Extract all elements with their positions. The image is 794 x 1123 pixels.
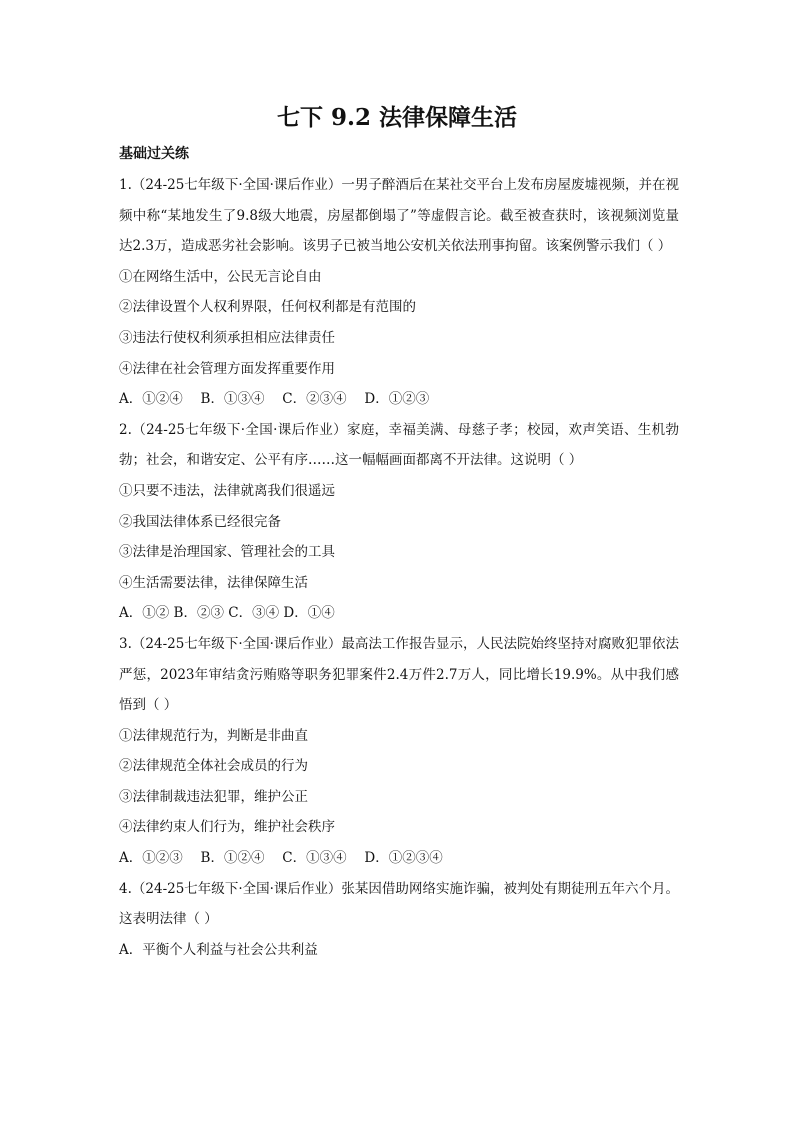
page-title: 七下 9.2 法律保障生活 [276,104,518,131]
question-stem: 1.（24-25七年级下·全国·课后作业）一男子醉酒后在某社交平台上发布房屋废墟视频，并在视频中称“某地发生了9.8级大地震，房屋都倒塌了”等虚假言论。截至被查获时，该视频浏览量达2.3万，造成恶劣社会影响。该男子已被当地公安机关依法刑事拘留。该案例警示我们（ ） [119,177,679,255]
question-option: ②我国法律体系已经很完备 [119,513,281,530]
question-option: ②法律规范全体社会成员的行为 [119,758,308,775]
question-option: ①法律规范行为，判断是非曲直 [119,727,308,744]
question-option: ③违法行使权利须承担相应法律责任 [119,329,335,346]
question-1 [119,170,679,415]
question-4 [119,874,679,966]
answer-choices: A．①②③ B．①②④ C．①③④ D．①②③④ [119,850,443,867]
question-stem: 3.（24-25七年级下·全国·课后作业）最高法工作报告显示，人民法院始终坚持对腐败犯罪依法严惩，2023年审结贪污贿赂等职务犯罪案件2.4万件2.7万人，同比增长19.9%。从中我们感悟到（ ） [119,635,679,714]
question-option: ④法律在社会管理方面发挥重要作用 [119,360,335,377]
question-3 [119,629,679,874]
question-option: ①只要不违法，法律就离我们很遥远 [119,482,335,499]
question-stem: 2.（24-25七年级下·全国·课后作业）家庭，幸福美满、母慈子孝；校园，欢声笑语、生机勃勃；社会，和谐安定、公平有序……这一幅幅画面都离不开法律。这说明（ ） [119,421,679,469]
question-option: ②法律设置个人权利界限，任何权利都是有范围的 [119,299,416,316]
question-option: ③法律是治理国家、管理社会的工具 [119,544,335,561]
question-2 [119,415,679,629]
answer-choices: A．①②④ B．①③④ C．②③④ D．①②③ [119,391,430,408]
question-list [119,170,679,965]
section-heading: 基础过关练 [119,146,189,162]
question-option: ③法律制裁违法犯罪，维护公正 [119,788,308,805]
question-option: ④生活需要法律，法律保障生活 [119,574,308,591]
question-option: A．平衡个人利益与社会公共利益 [119,941,318,958]
question-option: ①在网络生活中，公民无言论自由 [119,268,322,285]
answer-choices: A．①② B．②③ C．③④ D．①④ [119,605,335,622]
question-option: ④法律约束人们行为，维护社会秩序 [119,819,335,836]
question-stem: 4.（24-25七年级下·全国·课后作业）张某因借助网络实施诈骗，被判处有期徒刑五年六个月。这表明法律（ ） [119,880,679,928]
